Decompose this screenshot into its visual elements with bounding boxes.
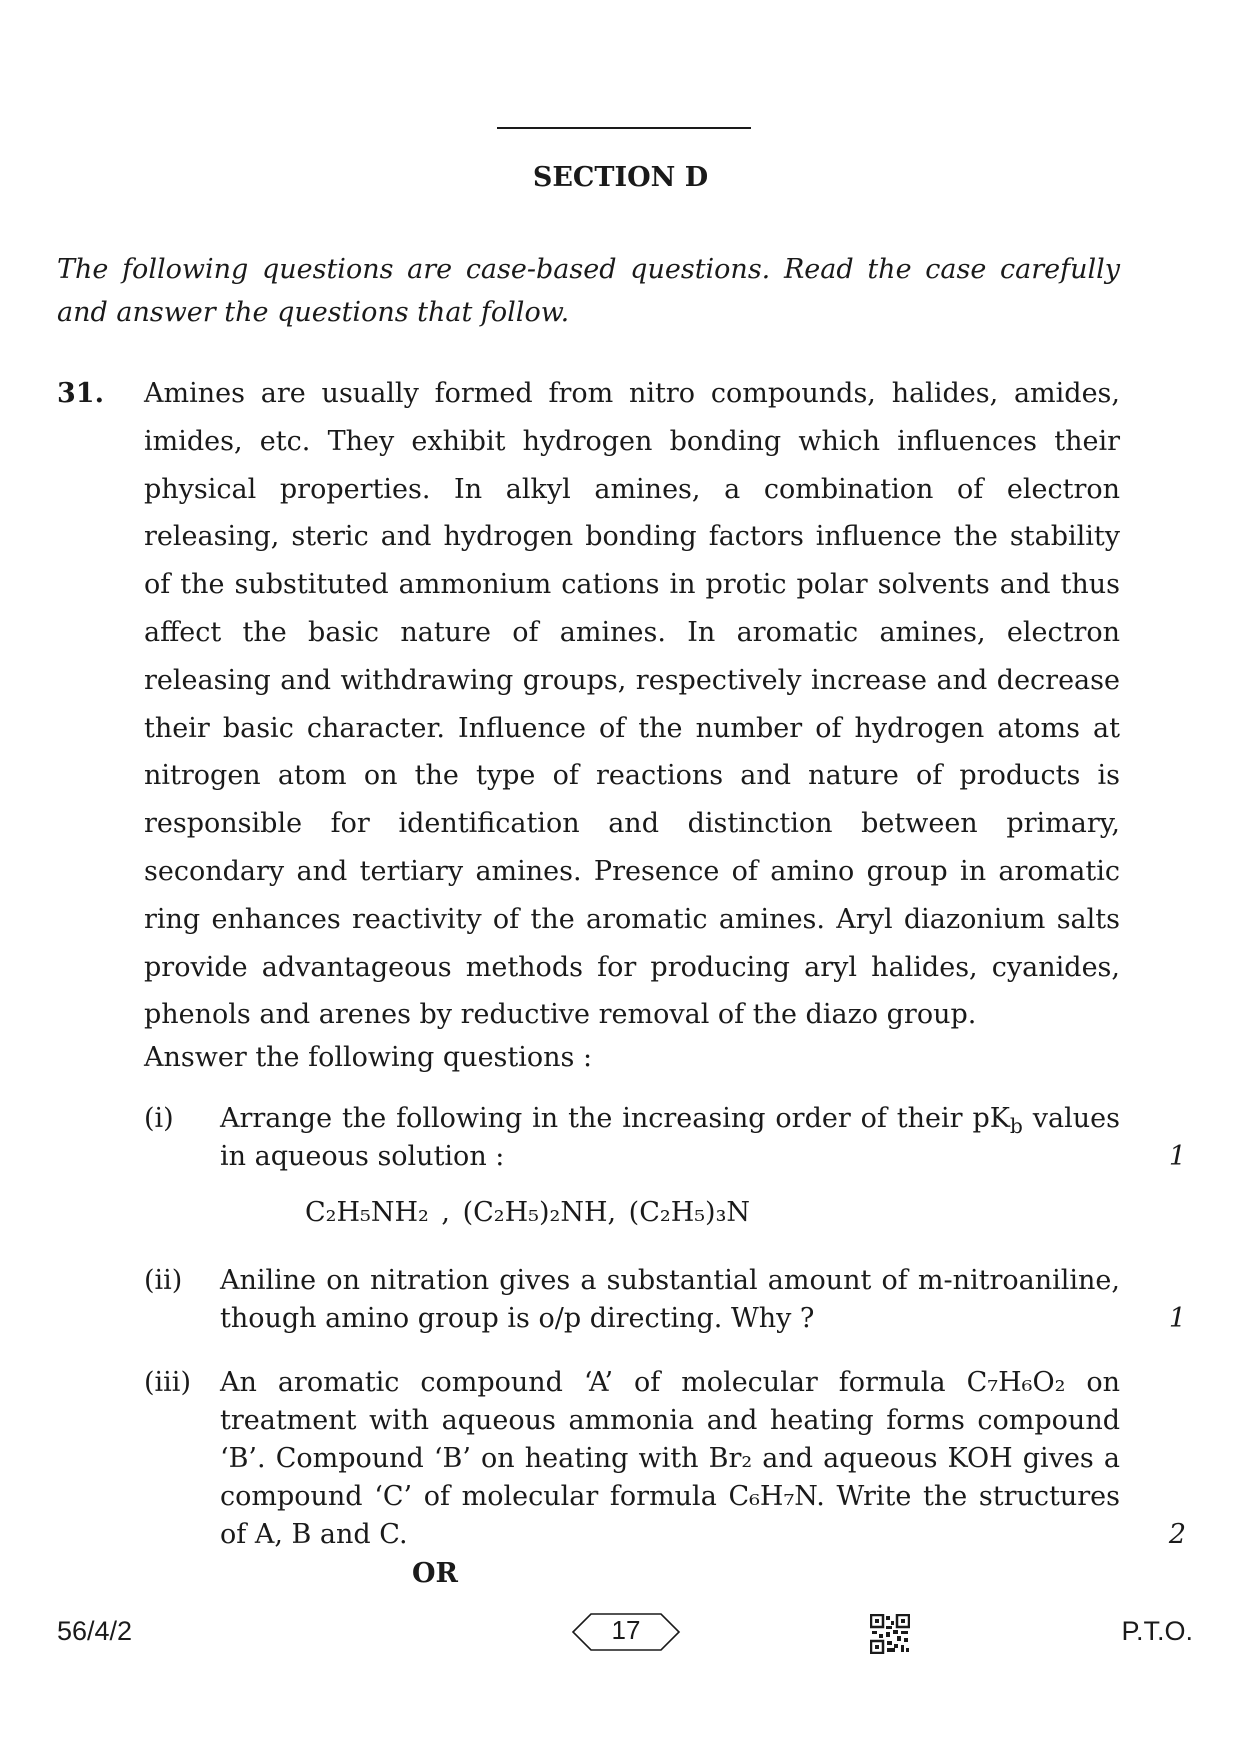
section-divider [497, 127, 751, 129]
marks-ii: 1 [1168, 1303, 1186, 1334]
sub-question-label: (iii) [144, 1367, 191, 1398]
sub-question-text: An aromatic compound ‘A’ of molecular formula C₇H₆O₂ on treatment with aqueous ammonia and heating forms compound ‘B’. Compound ‘B’ on heating with Br₂ and aqueous KOH gives a compound ‘C’ of molecular formula C₆H₇N. Write the structures of A, B and C. [220, 1367, 1120, 1550]
or-divider: OR [412, 1558, 458, 1589]
answer-lead: Answer the following questions : [144, 1042, 593, 1073]
sub-question-label: (i) [144, 1103, 174, 1134]
sub-question-text: Arrange the following in the increasing order of their $pK_b$ values in aqueous solution : [220, 1103, 1121, 1172]
section-title: SECTION D [532, 162, 709, 193]
qr-code-icon [870, 1614, 910, 1654]
sub-question-text: Aniline on nitration gives a substantial amount of m-nitroaniline, though amino group is o/p directing. Why ? [220, 1265, 1120, 1334]
page-number-badge [571, 1612, 681, 1652]
formula-list: C₂H₅NH₂ , (C₂H₅)₂NH, (C₂H₅)₃N [305, 1197, 751, 1228]
question-number: 31. [57, 378, 104, 409]
page-number: 17 [611, 1615, 641, 1645]
paper-code: 56/4/2 [57, 1616, 133, 1646]
marks-i: 1 [1168, 1141, 1186, 1172]
marks-iii: 2 [1168, 1519, 1186, 1550]
instructions: The following questions are case-based questions. Read the case carefully and answer the questions that follow. [57, 254, 1120, 328]
pto-label: P.T.O. [1121, 1616, 1193, 1646]
sub-question-label: (ii) [144, 1265, 183, 1296]
case-passage: Amines are usually formed from nitro compounds, halides, amides, imides, etc. They exhibit hydrogen bonding which influences their physical properties. In alkyl amines, a combination of electron releasing, steric and hydrogen bonding factors influence the stability of the substituted ammonium cations in protic polar solvents and thus affect the basic nature of amines. In aromatic amines, electron releasing and withdrawing groups, respectively increase and decrease their basic character. Influence of the number of hydrogen atoms at nitrogen atom on the type of reactions and nature of products is responsible for identification and distinction between primary, secondary and tertiary amines. Presence of amino group in aromatic ring enhances reactivity of the aromatic amines. Aryl diazonium salts provide advantageous methods for producing aryl halides, cyanides, phenols and arenes by reductive removal of the diazo group. [144, 378, 1120, 1031]
